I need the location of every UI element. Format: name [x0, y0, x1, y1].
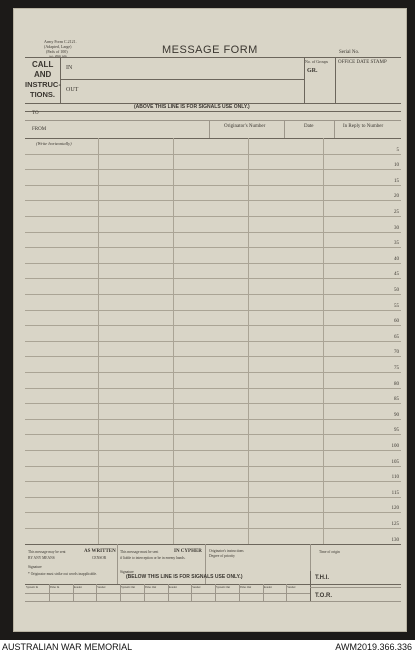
row-number: 20	[394, 194, 399, 200]
signals-rule	[25, 111, 401, 112]
row-number: 120	[391, 506, 399, 512]
grid-row-line	[25, 278, 401, 279]
signal-column-header: Time In	[49, 585, 60, 589]
grid-row-line	[25, 356, 401, 357]
out-label: OUT	[66, 87, 79, 93]
grid-row-line	[25, 419, 401, 420]
from-divider-3	[334, 120, 335, 138]
grid-bottom-rule	[25, 544, 401, 545]
call-label-4: TIONS.	[30, 90, 56, 99]
in-reply-to-label: In Reply to Number	[343, 124, 384, 129]
row-number: 40	[394, 256, 399, 262]
grid-row-line	[25, 466, 401, 467]
form-title: MESSAGE FORM	[162, 44, 258, 56]
row-number: 75	[394, 366, 399, 371]
grid-row-line	[25, 403, 401, 404]
row-number: 15	[394, 178, 399, 184]
row-number: 10	[394, 163, 399, 169]
signals-above-notice: (ABOVE THIS LINE IS FOR SIGNALS USE ONLY.)	[134, 104, 250, 110]
row-number: 95	[394, 428, 399, 434]
grid-row-line	[25, 481, 401, 482]
signal-column-header: Reader	[73, 585, 82, 589]
army-form-label: Army Form C.2121.	[44, 39, 77, 44]
adapted-label: (Adapted, Large)	[44, 44, 72, 49]
row-number: 115	[391, 490, 399, 496]
signals-bottom-rule	[25, 601, 401, 602]
grid-row-line	[25, 185, 401, 186]
call-label-3: INSTRUC-	[25, 80, 61, 89]
signal-column-header: Sender	[97, 585, 106, 589]
degree-of-priority-label: Degree of priority	[209, 554, 235, 558]
grid-row-line	[25, 200, 401, 201]
signal-column-header: Time Out	[144, 585, 157, 589]
signature-label-2: Signature	[120, 570, 134, 574]
signature-label-1: Signature	[28, 565, 42, 569]
row-number: 70	[394, 350, 399, 356]
pads-label: (Pads of 100)	[46, 49, 68, 54]
originator-number-label: Originator's Number	[224, 124, 266, 129]
signal-column-header: System Out	[216, 585, 231, 589]
thi-divider	[310, 571, 311, 601]
footer-divider-1	[117, 544, 118, 584]
row-number: 5	[396, 147, 399, 153]
row-number: 60	[394, 319, 399, 325]
grid-row-line	[25, 325, 401, 326]
row-number: 30	[394, 225, 399, 231]
serial-no-label: Serial No.	[339, 50, 360, 55]
thi-label: T.H.I.	[315, 575, 330, 581]
cipher-intro: This message must be sent	[120, 550, 159, 554]
strike-out-note: * Originator must strike out words inapplicable.	[28, 572, 97, 576]
as-written-label: AS WRITTEN	[84, 549, 116, 554]
grid-row-line	[25, 263, 401, 264]
originators-instructions-label: Originator's instructions	[209, 549, 244, 553]
grid-row-line	[25, 169, 401, 170]
gr-label: GR.	[307, 68, 318, 74]
tor-label: T.O.R.	[315, 593, 333, 599]
signal-column-header: Reader	[263, 585, 272, 589]
row-number: 105	[391, 459, 399, 465]
signals-below-notice: (BELOW THIS LINE IS FOR SIGNALS USE ONLY.)	[126, 574, 243, 580]
grid-row-line	[25, 216, 401, 217]
grid-row-line	[25, 310, 401, 311]
cipher-detail: if liable to interception or be in enemy hands.	[120, 556, 186, 560]
in-label: IN	[66, 65, 73, 71]
row-number: 80	[394, 381, 399, 387]
row-number: 90	[394, 412, 399, 418]
signal-column-header: Sender	[192, 585, 201, 589]
by-any-means-label: BY ANY MEANS	[28, 556, 55, 560]
thi-tor-rule	[310, 587, 401, 588]
grid-row-line	[25, 294, 401, 295]
grid-row-line	[25, 154, 401, 155]
row-number: 25	[394, 210, 399, 215]
date-label: Date	[304, 124, 314, 129]
to-rule	[25, 120, 401, 121]
grid-row-line	[25, 497, 401, 498]
row-number: 50	[394, 288, 399, 293]
grid-row-line	[25, 341, 401, 342]
grid-row-line	[25, 434, 401, 435]
row-number: 65	[394, 334, 399, 340]
signal-column-header: Reader	[168, 585, 177, 589]
time-of-origin-label: Time of origin	[319, 550, 340, 554]
caption-bar	[0, 640, 415, 653]
office-date-stamp-label: OFFICE DATE STAMP	[338, 60, 387, 65]
from-divider-2	[284, 120, 285, 138]
grid-row-line	[25, 450, 401, 451]
message-form-sheet	[13, 8, 407, 632]
signal-column-header: System In	[26, 585, 39, 589]
grid-row-line	[25, 512, 401, 513]
row-number: 85	[394, 397, 399, 403]
grid-row-line	[25, 528, 401, 529]
row-number: 110	[391, 475, 399, 481]
from-rule	[25, 138, 401, 139]
from-divider-1	[209, 120, 210, 138]
call-label-2: AND	[34, 70, 52, 79]
in-cypher-label: IN CYPHER	[174, 549, 202, 554]
censor-label: CENSOR	[92, 556, 107, 560]
caption-source: AUSTRALIAN WAR MEMORIAL	[2, 642, 133, 652]
caption-accession: AWM2019.366.336	[335, 642, 412, 652]
signal-column-header: Time Out	[239, 585, 252, 589]
groups-label: No. of Groups	[305, 59, 328, 64]
row-number: 55	[394, 303, 399, 309]
print-code: a.e. 20m pds	[49, 54, 67, 58]
row-number: 125	[391, 522, 399, 527]
grid-row-line	[25, 388, 401, 389]
signal-column-header: System Out	[121, 585, 136, 589]
row-number: 45	[394, 272, 399, 278]
grid-row-line	[25, 247, 401, 248]
grid-row-line	[25, 372, 401, 373]
write-horizontally-note: (Write horizontally)	[36, 141, 72, 146]
row-number: 35	[394, 241, 399, 247]
from-label: FROM	[32, 127, 47, 132]
row-number: 100	[391, 444, 399, 449]
as-written-intro: This message may be sent	[28, 550, 66, 554]
row-number: 130	[391, 537, 399, 543]
call-label-1: CALL	[32, 60, 54, 69]
stamp-left-divider	[335, 57, 336, 103]
signals-header-rule	[25, 593, 310, 594]
signal-column-header: Sender	[287, 585, 296, 589]
to-label: TO	[32, 111, 39, 116]
in-out-divider	[60, 79, 304, 80]
grid-row-line	[25, 232, 401, 233]
